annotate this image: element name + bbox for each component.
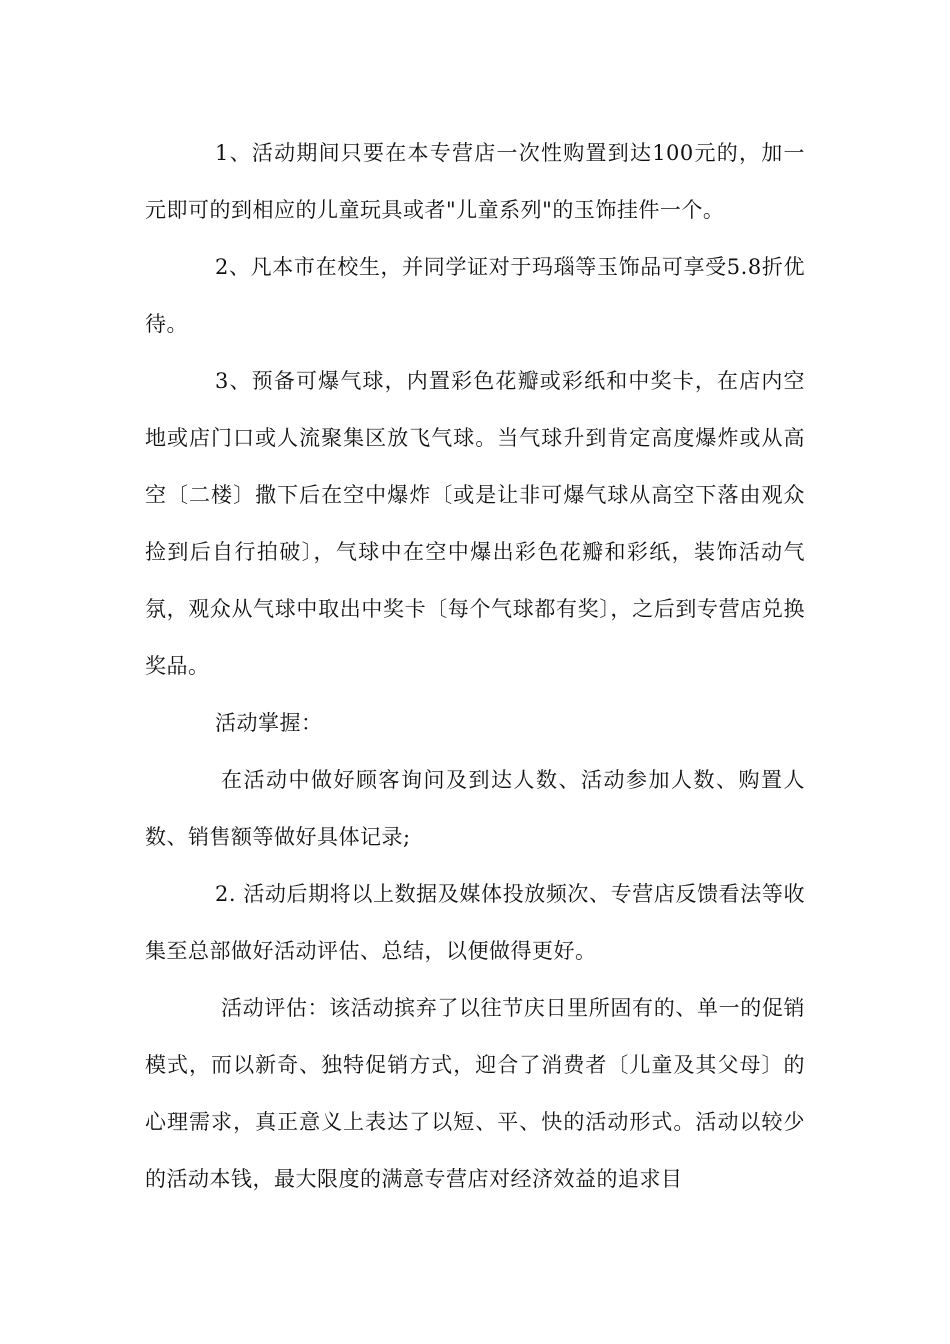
paragraph-promo-2: 2、凡本市在校生，并同学证对于玛瑙等玉饰品可享受5.8折优待。 [145,255,805,336]
paragraph-evaluation: 活动评估：该活动摈弃了以往节庆日里所固有的、单一的促销模式，而以新奇、独特促销方式，迎合了消费者〔儿童及其父母〕的心理需求，真正意义上表达了以短、平、快的活动形式。活动以较少的活动本钱，最大限度的满意专营店对经济效益的追求目 [145,996,805,1191]
paragraph-promo-1: 1、活动期间只要在本专营店一次性购置到达100元的，加一元即可的到相应的儿童玩具或者"儿童系列"的玉饰挂件一个。 [145,141,805,222]
paragraph-promo-3: 3、预备可爆气球，内置彩色花瓣或彩纸和中奖卡，在店内空地或店门口或人流聚集区放飞气球。当气球升到肯定高度爆炸或从高空〔二楼〕撒下后在空中爆炸〔或是让非可爆气球从高空下落由观众捡到后自行拍破〕，气球中在空中爆出彩色花瓣和彩纸，装饰活动气氛，观众从气球中取出中奖卡〔每个气球都有奖〕，之后到专营店兑换奖品。 [145,369,805,678]
paragraph-control-2: 2. 活动后期将以上数据及媒体投放频次、专营店反馈看法等收集至总部做好活动评估、总结，以便做得更好。 [145,882,805,963]
document-page [145,125,805,1208]
section-heading-control: 活动掌握： [215,711,323,735]
paragraph-control-1: 在活动中做好顾客询问及到达人数、活动参加人数、购置人数、销售额等做好具体记录; [145,768,805,849]
